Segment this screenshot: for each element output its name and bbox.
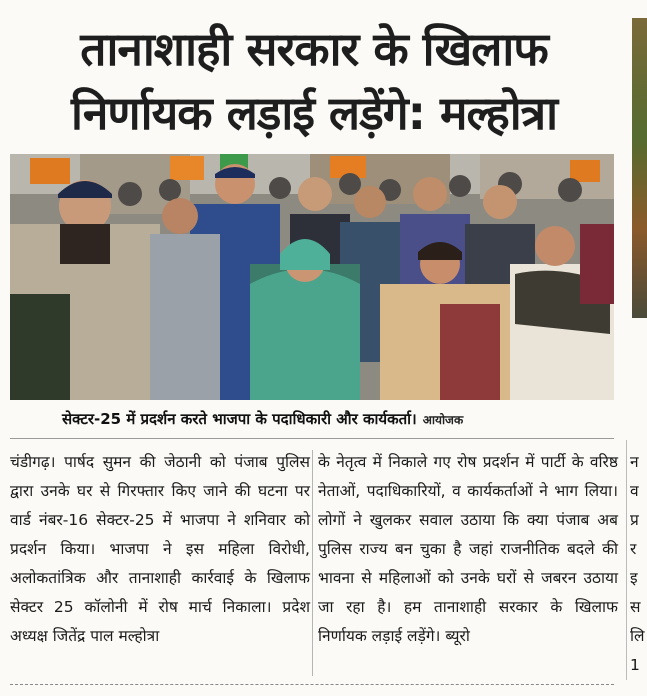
adjacent-line: स [630,598,641,616]
adjacent-line: प्र [630,511,639,529]
adjacent-line: इ [630,569,638,587]
caption-credit: आयोजक [422,412,464,427]
headline-line-1: तानाशाही सरकार के खिलाफ [80,22,548,76]
photo-caption [10,404,614,434]
bottom-dashed-rule [10,684,614,685]
article-column-1-text: चंडीगढ़। पार्षद सुमन की जेठानी को पंजाब पुलिस द्वारा उनके घर से गिरफ्तार किए जाने की घटना पर वार्ड नंबर-16 सेक्टर-25 में भाजपा ने शनिवार को प्रदर्शन किया। भाजपा ने इस महिला विरोधी, अलोकतांत्रिक और तानाशाही कार्रवाई के खिलाफ सेक्टर 25 कॉलोनी में रोष मार्च निकाला। प्रदेश अध्यक्ष जितेंद्र पाल मल्होत्रा [10,453,310,645]
caption-text: सेक्टर-25 में प्रदर्शन करते भाजपा के पदाधिकारी और कार्यकर्ता। [62,410,417,428]
adjacent-line: न [630,453,639,471]
article-column-2 [318,448,618,651]
adjacent-photo-edge [632,18,647,318]
headline-line-2: निर्णायक लड़ाई लड़ेंगे: मल्होत्रा [70,86,558,140]
adjacent-line: व [630,482,639,500]
article-column-1 [10,448,310,651]
protest-photo [10,154,614,400]
adjacent-column-divider [626,440,627,680]
adjacent-line: र [630,540,637,558]
adjacent-article-edge [630,448,647,680]
column-divider [312,450,313,676]
adjacent-line: लि [630,627,645,645]
caption-divider [10,438,614,439]
article-column-2-text: के नेतृत्व में निकाले गए रोष प्रदर्शन में पार्टी के वरिष्ठ नेताओं, पदाधिकारियों, व कार्यकर्ताओं ने भाग लिया। लोगों ने खुलकर सवाल उठाया कि क्या पंजाब अब पुलिस राज्य बन चुका है जहां राजनीतिक बदले की भावना से महिलाओं को उनके घरों से जबरन उठाया जा रहा है। हम तानाशाही सरकार के खिलाफ निर्णायक लड़ाई लड़ेंगे। ब्यूरो [318,453,618,645]
adjacent-line: 1 [630,656,640,674]
